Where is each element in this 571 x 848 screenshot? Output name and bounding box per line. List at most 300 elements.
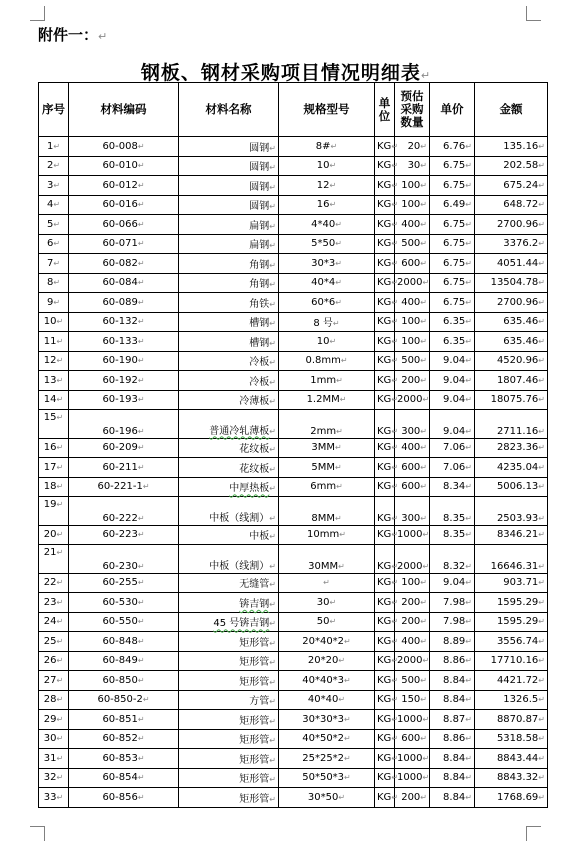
seq-value: 12 [43, 355, 57, 367]
cell-mark: ↵ [465, 395, 472, 405]
cell-mark: ↵ [391, 617, 399, 627]
price-value: 8.84 [443, 772, 466, 784]
cell-price [430, 332, 475, 352]
cell-price [430, 438, 475, 458]
code-value: 60-852 [102, 733, 138, 745]
cell-price [430, 390, 475, 410]
cell-mark: ↵ [269, 319, 276, 329]
cell-mark: ↵ [391, 482, 399, 492]
cell-mark: ↵ [420, 636, 427, 646]
price-value: 7.98 [443, 616, 466, 628]
amount-value: 1807.46 [496, 374, 539, 386]
name-value: 冷板 [249, 376, 270, 388]
cell-price [430, 729, 475, 749]
cell-qty [395, 215, 430, 235]
unit-value: KG [377, 577, 392, 589]
cell-mark: ↵ [137, 597, 145, 607]
unit-value: KG [377, 481, 392, 493]
amount-value: 135.16 [503, 140, 539, 152]
unit-value: KG [377, 694, 392, 706]
cell-code [69, 371, 179, 391]
name-value: 中板（线割） [209, 512, 270, 524]
cell-mark: ↵ [465, 462, 472, 472]
cell-code [69, 593, 179, 613]
cell-mark: ↵ [335, 219, 342, 229]
name-value: 角铁 [249, 298, 270, 310]
cell-seq [39, 371, 69, 391]
name-value: 圆钢 [249, 162, 270, 174]
name-value: 矩形管 [239, 735, 270, 747]
seq-value: 27 [43, 674, 57, 686]
cell-mark: ↵ [269, 182, 276, 192]
cell-mark: ↵ [538, 161, 545, 171]
cell-name [179, 710, 279, 730]
cell-mark: ↵ [269, 464, 276, 474]
cell-mark: ↵ [137, 278, 145, 288]
cell-mark: ↵ [465, 578, 472, 588]
cell-mark: ↵ [56, 375, 64, 385]
table-row [39, 545, 548, 574]
price-value: 9.04 [443, 577, 466, 589]
cell-code [69, 788, 179, 808]
cell-code [69, 390, 179, 410]
seq-value: 33 [43, 791, 57, 803]
amount-value: 635.46 [503, 335, 539, 347]
cell-unit [375, 788, 399, 808]
qty-value: 400 [401, 218, 421, 230]
cell-mark: ↵ [538, 356, 545, 366]
cell-qty [395, 371, 430, 391]
seq-value: 25 [43, 635, 57, 647]
amount-value: 1768.69 [496, 791, 539, 803]
seq-value: 21 [43, 547, 57, 558]
cell-mark: ↵ [137, 141, 145, 151]
price-value: 8.86 [443, 733, 466, 745]
cell-mark: ↵ [269, 513, 276, 523]
cell-code [69, 137, 179, 157]
cell-amount [475, 749, 548, 769]
cell-name [179, 497, 279, 526]
seq-value: 24 [43, 616, 57, 628]
seq-value: 17 [43, 461, 57, 473]
seq-value: 29 [43, 713, 57, 725]
cell-mark: ↵ [538, 617, 545, 627]
cell-spec [279, 497, 375, 526]
cell-qty [395, 477, 430, 497]
name-value: 矩形管 [239, 676, 270, 688]
unit-value: KG [377, 674, 392, 686]
cell-name [179, 312, 279, 332]
cell-seq [39, 671, 69, 691]
cell-mark: ↵ [391, 443, 399, 453]
cell-price [430, 477, 475, 497]
amount-value: 8870.87 [496, 713, 539, 725]
seq-value: 4 [46, 199, 54, 211]
cell-spec [279, 351, 375, 371]
cell-seq [39, 137, 69, 157]
name-value: 槽钢 [249, 337, 270, 349]
unit-value: KG [377, 316, 392, 328]
table-row [39, 710, 548, 730]
cell-mark: ↵ [137, 530, 145, 540]
price-value: 6.75 [443, 218, 466, 230]
cell-unit [375, 351, 399, 371]
cell-mark: ↵ [391, 336, 399, 346]
cell-name [179, 593, 279, 613]
cell-spec [279, 176, 375, 196]
spec-value: 20*20 [307, 655, 339, 667]
cell-spec [279, 593, 375, 613]
spec-value: 10 [316, 335, 330, 347]
amount-value: 4051.44 [496, 257, 539, 269]
cell-seq [39, 525, 69, 545]
name-value: 锛吉钢 [239, 598, 270, 610]
cell-qty [395, 612, 430, 632]
amount-value: 648.72 [503, 199, 539, 211]
price-value: 9.04 [443, 374, 466, 386]
seq-value: 16 [43, 442, 57, 454]
cell-mark: ↵ [420, 141, 427, 151]
code-value: 60-550 [102, 616, 138, 628]
cell-code [69, 729, 179, 749]
amount-value: 17710.16 [490, 655, 539, 667]
unit-value: KG [377, 596, 392, 608]
cell-qty [395, 749, 430, 769]
cell-mark: ↵ [137, 656, 145, 666]
cell-unit [375, 273, 399, 293]
cell-qty [395, 254, 430, 274]
cell-amount [475, 371, 548, 391]
price-value: 6.75 [443, 160, 466, 172]
cell-spec [279, 768, 375, 788]
cell-name [179, 525, 279, 545]
cell-mark: ↵ [538, 258, 545, 268]
cell-mark: ↵ [269, 397, 276, 407]
cell-mark: ↵ [335, 258, 342, 268]
amount-value: 4520.96 [496, 355, 539, 367]
cell-mark: ↵ [335, 297, 342, 307]
cell-mark: ↵ [269, 619, 276, 629]
qty-value: 500 [401, 674, 421, 686]
cell-unit [375, 438, 399, 458]
cell-unit [375, 332, 399, 352]
cell-seq [39, 729, 69, 749]
cell-unit [375, 254, 399, 274]
cell-amount [475, 525, 548, 545]
price-value: 7.06 [443, 442, 466, 454]
cell-unit [375, 195, 399, 215]
cell-unit [375, 497, 399, 526]
table-row [39, 234, 548, 254]
cell-mark: ↵ [538, 141, 545, 151]
cell-price [430, 671, 475, 691]
qty-value: 100 [401, 199, 421, 211]
cell-mark: ↵ [465, 161, 472, 171]
qty-value: 100 [401, 179, 421, 191]
cell-name [179, 176, 279, 196]
cell-unit [375, 573, 399, 593]
cell-seq [39, 612, 69, 632]
table-row [39, 137, 548, 157]
cell-mark: ↵ [391, 141, 399, 151]
cell-amount [475, 651, 548, 671]
cell-mark: ↵ [137, 356, 145, 366]
cell-mark: ↵ [137, 636, 145, 646]
cell-mark: ↵ [329, 161, 337, 171]
amount-value: 5318.58 [496, 733, 539, 745]
cell-mark: ↵ [538, 656, 545, 666]
name-value: 圆钢 [249, 201, 270, 213]
cell-qty [395, 632, 430, 652]
cell-qty [395, 438, 430, 458]
cell-mark: ↵ [56, 482, 64, 492]
unit-value: KG [377, 560, 392, 572]
cell-name [179, 351, 279, 371]
table-row [39, 293, 548, 313]
cell-price [430, 612, 475, 632]
cell-code [69, 749, 179, 769]
table-row [39, 573, 548, 593]
cell-mark: ↵ [420, 161, 427, 171]
cell-mark: ↵ [538, 375, 545, 385]
cell-qty [395, 573, 430, 593]
price-value: 8.35 [443, 529, 466, 541]
cell-amount [475, 690, 548, 710]
cell-mark: ↵ [465, 200, 472, 210]
code-value: 60-082 [102, 257, 138, 269]
qty-value: 1000 [397, 772, 423, 784]
cell-spec [279, 312, 375, 332]
cell-code [69, 215, 179, 235]
unit-value: KG [377, 635, 392, 647]
unit-value: KG [377, 772, 392, 784]
cell-mark: ↵ [391, 239, 399, 249]
spec-value: 4*40 [311, 218, 336, 230]
amount-value: 8346.21 [496, 529, 539, 541]
cell-mark: ↵ [323, 578, 330, 588]
price-value: 6.35 [443, 316, 466, 328]
name-value: 中厚热板 [229, 483, 270, 495]
cell-mark: ↵ [465, 513, 472, 523]
cell-unit [375, 176, 399, 196]
table-row [39, 254, 548, 274]
page-corner-mark [526, 6, 541, 21]
cell-code [69, 573, 179, 593]
amount-value: 903.71 [503, 577, 539, 589]
cell-mark: ↵ [269, 736, 276, 746]
header-spec: 规格型号 [279, 83, 375, 137]
cell-mark: ↵ [465, 239, 472, 249]
cell-mark: ↵ [137, 317, 145, 327]
paragraph-mark: ↵ [98, 30, 108, 43]
materials-table [38, 82, 548, 808]
amount-value: 2823.36 [496, 442, 539, 454]
qty-value: 200 [401, 616, 421, 628]
code-value: 60-854 [102, 772, 138, 784]
cell-mark: ↵ [329, 180, 337, 190]
seq-value: 20 [43, 529, 57, 541]
qty-value: 1000 [397, 529, 423, 541]
cell-name [179, 573, 279, 593]
cell-mark: ↵ [391, 200, 399, 210]
cell-mark: ↵ [137, 773, 145, 783]
cell-unit [375, 690, 399, 710]
cell-price [430, 710, 475, 730]
cell-mark: ↵ [137, 462, 145, 472]
cell-mark: ↵ [56, 462, 64, 472]
cell-price [430, 593, 475, 613]
price-value: 6.35 [443, 335, 466, 347]
cell-name [179, 215, 279, 235]
cell-mark: ↵ [338, 561, 345, 571]
cell-name [179, 332, 279, 352]
price-value: 6.75 [443, 179, 466, 191]
cell-mark: ↵ [420, 239, 427, 249]
cell-seq [39, 176, 69, 196]
cell-seq [39, 690, 69, 710]
cell-price [430, 788, 475, 808]
cell-qty [395, 458, 430, 478]
cell-mark: ↵ [56, 578, 64, 588]
cell-mark: ↵ [391, 753, 399, 763]
spec-value: 1mm [310, 374, 337, 386]
cell-amount [475, 410, 548, 439]
seq-value: 18 [43, 481, 57, 493]
cell-spec [279, 234, 375, 254]
cell-mark: ↵ [137, 753, 145, 763]
cell-spec [279, 710, 375, 730]
cell-mark: ↵ [329, 617, 337, 627]
cell-mark: ↵ [420, 482, 427, 492]
spec-value: 5*50 [311, 238, 336, 250]
cell-code [69, 477, 179, 497]
unit-value: KG [377, 277, 392, 289]
header-qty: 预估采购数量 [395, 83, 430, 137]
cell-price [430, 254, 475, 274]
seq-value: 11 [43, 335, 57, 347]
cell-mark: ↵ [420, 734, 427, 744]
cell-mark: ↵ [465, 336, 472, 346]
cell-mark: ↵ [269, 143, 276, 153]
cell-price [430, 195, 475, 215]
seq-value: 26 [43, 655, 57, 667]
cell-code [69, 525, 179, 545]
cell-qty [395, 351, 430, 371]
cell-mark: ↵ [137, 395, 145, 405]
cell-mark: ↵ [538, 714, 545, 724]
cell-code [69, 497, 179, 526]
cell-code [69, 195, 179, 215]
cell-name [179, 156, 279, 176]
cell-seq [39, 497, 69, 526]
spec-value: 40*40 [307, 694, 339, 706]
table-row [39, 651, 548, 671]
cell-mark: ↵ [391, 278, 399, 288]
cell-price [430, 573, 475, 593]
seq-value: 23 [43, 596, 57, 608]
cell-price [430, 215, 475, 235]
cell-mark: ↵ [269, 221, 276, 231]
cell-unit [375, 651, 399, 671]
cell-mark: ↵ [538, 219, 545, 229]
cell-mark: ↵ [391, 695, 399, 705]
cell-name [179, 195, 279, 215]
cell-unit [375, 390, 399, 410]
cell-seq [39, 632, 69, 652]
spec-value: 1.2MM [306, 394, 340, 406]
seq-value: 1 [46, 140, 54, 152]
spec-value: 3MM [311, 442, 335, 454]
name-value: 冷板 [249, 357, 270, 369]
cell-code [69, 458, 179, 478]
cell-mark: ↵ [391, 297, 399, 307]
cell-unit [375, 525, 399, 545]
qty-value: 150 [401, 694, 421, 706]
spec-value: 12 [316, 179, 330, 191]
cell-mark: ↵ [137, 426, 145, 436]
unit-value: KG [377, 512, 392, 524]
qty-value: 500 [401, 355, 421, 367]
cell-mark: ↵ [420, 375, 427, 385]
seq-value: 8 [46, 277, 54, 289]
cell-amount [475, 671, 548, 691]
spec-value: 8MM [311, 512, 335, 524]
unit-value: KG [377, 733, 392, 745]
cell-code [69, 545, 179, 574]
table-row [39, 593, 548, 613]
cell-spec [279, 573, 375, 593]
cell-mark: ↵ [269, 358, 276, 368]
cell-amount [475, 632, 548, 652]
cell-mark: ↵ [420, 297, 427, 307]
cell-name [179, 729, 279, 749]
cell-mark: ↵ [344, 753, 351, 763]
header-code: 材料编码 [69, 83, 179, 137]
seq-value: 6 [46, 238, 54, 250]
cell-qty [395, 293, 430, 313]
cell-mark: ↵ [391, 675, 399, 685]
table-row [39, 351, 548, 371]
cell-name [179, 234, 279, 254]
table-row [39, 612, 548, 632]
code-value: 60-223 [102, 529, 138, 541]
cell-mark: ↵ [538, 734, 545, 744]
cell-qty [395, 390, 430, 410]
cell-mark: ↵ [269, 697, 276, 707]
cell-mark: ↵ [56, 413, 64, 422]
qty-value: 600 [401, 461, 421, 473]
name-value: 槽钢 [249, 318, 270, 330]
table-row [39, 788, 548, 808]
cell-price [430, 273, 475, 293]
cell-mark: ↵ [137, 180, 145, 190]
cell-mark: ↵ [420, 200, 427, 210]
cell-qty [395, 410, 430, 439]
cell-mark: ↵ [53, 278, 61, 288]
cell-mark: ↵ [336, 482, 343, 492]
cell-mark: ↵ [420, 578, 427, 588]
cell-seq [39, 312, 69, 332]
cell-unit [375, 768, 399, 788]
seq-value: 31 [43, 752, 57, 764]
cell-qty [395, 195, 430, 215]
table-row [39, 525, 548, 545]
cell-code [69, 273, 179, 293]
cell-mark: ↵ [269, 638, 276, 648]
name-value: 冷薄板 [239, 396, 270, 408]
name-value: 矩形管 [239, 754, 270, 766]
unit-value: KG [377, 425, 392, 437]
